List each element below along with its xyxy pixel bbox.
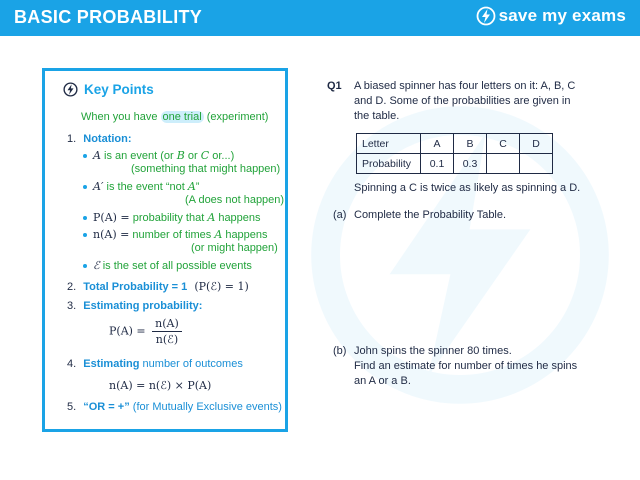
bullet-text: or...) [209, 150, 235, 162]
bullet-note: (or might happen) [191, 242, 278, 254]
part-b-label: (b) [333, 345, 347, 357]
bullet-dot-icon [83, 216, 87, 220]
item-total-probability [67, 280, 249, 293]
formula-lhs: P(A) = [109, 324, 146, 338]
bullet-text: number of times [129, 229, 215, 241]
question-line: and D. Some of the probabilities are given in [354, 95, 571, 107]
bullet-note: (something that might happen) [131, 163, 281, 175]
bullet-note: (A does not happen) [185, 194, 285, 206]
probability-table [356, 133, 553, 174]
formula: (P(ℰ) = 1) [194, 280, 249, 293]
intro-line [81, 111, 268, 123]
table-header-cell: C [487, 134, 520, 154]
table-row [357, 154, 553, 174]
bolt-logo-icon [476, 6, 496, 26]
item-number: 2. [67, 281, 77, 293]
part-b-line: John spins the spinner 80 times. [354, 345, 512, 357]
item-heading-rest: number of outcomes [139, 358, 243, 370]
table-header-cell: A [421, 134, 454, 154]
bullet-text: happens [222, 229, 268, 241]
question-line: the table. [354, 110, 400, 122]
item-heading-rest: (for Mutually Exclusive events) [129, 401, 282, 413]
question-number: Q1 [327, 80, 342, 92]
intro-prefix: When you have [81, 111, 161, 123]
table-header-cell: Letter [357, 134, 421, 154]
bullet-text: ” [195, 181, 200, 193]
symbol: P(A) = [93, 211, 130, 224]
bullet-text: probability that [129, 212, 208, 224]
table-row-label: Probability [357, 154, 421, 174]
item-notation [67, 133, 132, 145]
bullet-event [83, 149, 234, 162]
item-heading: Total Probability = 1 [83, 281, 188, 293]
part-b-line: Find an estimate for number of times he spins [354, 360, 578, 372]
table-row [357, 134, 553, 154]
key-points-box [42, 68, 288, 432]
header-bar [0, 0, 640, 36]
item-number: 4. [67, 358, 77, 370]
part-a-text: Complete the Probability Table. [354, 209, 507, 221]
bullet-probability [83, 211, 261, 224]
symbol: C [200, 149, 210, 162]
bolt-icon [63, 82, 78, 97]
probability-formula [109, 317, 182, 346]
symbol: n(A) = [93, 228, 130, 241]
table-cell: 0.3 [454, 154, 487, 174]
bullet-text: is the set of all possible events [99, 260, 252, 272]
fraction [152, 317, 182, 346]
part-b-line: an A or a B. [354, 375, 411, 387]
item-estimating-outcomes [67, 358, 243, 370]
logo-text: save my exams [498, 6, 626, 25]
table-header-cell: D [520, 134, 553, 154]
bullet-dot-icon [83, 264, 87, 268]
item-heading: “OR = +” [83, 401, 130, 413]
item-number: 3. [67, 300, 77, 312]
part-a-label: (a) [333, 209, 347, 221]
item-number: 1. [67, 133, 77, 145]
bullet-dot-icon [83, 154, 87, 158]
question-line: A biased spinner has four letters on it: A, B, C [354, 80, 576, 92]
symbol: A′ [93, 180, 104, 193]
symbol: A [207, 211, 216, 224]
denominator: n(ℰ) [155, 333, 179, 346]
bullet-text: happens [215, 212, 261, 224]
item-or-rule [67, 401, 282, 413]
table-header-cell: B [454, 134, 487, 154]
bullet-text: or [184, 150, 201, 162]
table-cell: 0.1 [421, 154, 454, 174]
item-heading: Notation: [83, 133, 132, 145]
bullet-sample-space [83, 259, 252, 272]
outcomes-formula: n(A) = n(ℰ) × P(A) [109, 379, 212, 392]
bullet-text: is the event “not [103, 181, 188, 193]
intro-highlight: one trial [162, 111, 202, 123]
bullet-count [83, 228, 268, 241]
numerator: n(A) [152, 317, 182, 332]
item-estimating-probability [67, 300, 202, 312]
bullet-dot-icon [83, 185, 87, 189]
intro-suffix: (experiment) [203, 111, 269, 123]
item-heading: Estimating probability: [83, 300, 203, 312]
bullet-text: is an event (or [100, 150, 177, 162]
symbol: A [93, 149, 101, 162]
key-points-title: Key Points [84, 82, 154, 97]
symbol: A [214, 228, 223, 241]
symbol: ℰ [93, 259, 100, 272]
bullet-dot-icon [83, 233, 87, 237]
item-heading: Estimating [83, 358, 140, 370]
logo[interactable] [476, 6, 626, 26]
symbol: A [187, 180, 196, 193]
symbol: B [176, 149, 185, 162]
key-points-header [63, 82, 154, 97]
table-cell-answer-d[interactable] [520, 154, 553, 174]
page-title: BASIC PROBABILITY [14, 7, 203, 27]
table-cell-answer-c[interactable] [487, 154, 520, 174]
bullet-not-event [83, 180, 199, 193]
item-number: 5. [67, 401, 77, 413]
question-note: Spinning a C is twice as likely as spinning a D. [354, 182, 581, 194]
